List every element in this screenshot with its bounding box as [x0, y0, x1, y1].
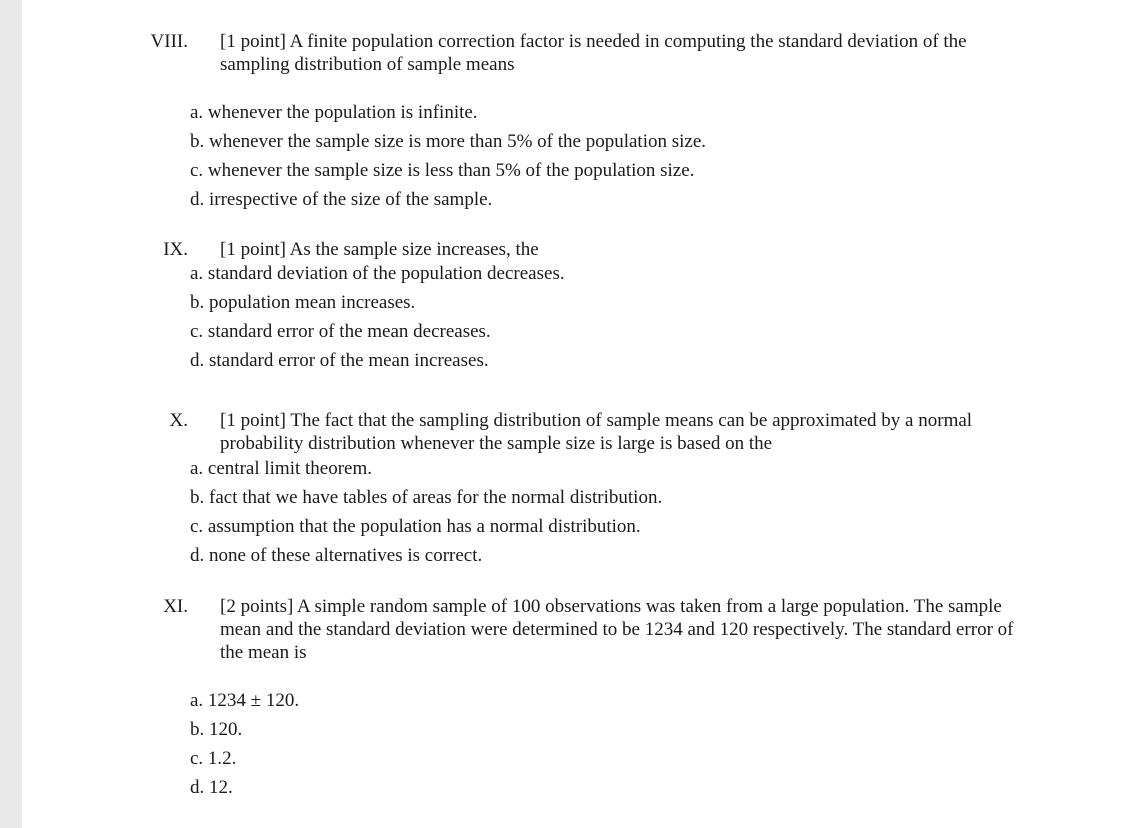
option-d: d. 12. — [190, 777, 233, 798]
option-a: a. standard deviation of the population decreases. — [190, 263, 565, 284]
answer-options — [190, 686, 299, 802]
option-a: a. central limit theorem. — [190, 458, 373, 479]
answer-options — [190, 259, 565, 375]
answer-options — [190, 454, 662, 570]
option-c: c. 1.2. — [190, 748, 237, 769]
question-text: [1 point] A finite population correction factor is needed in computing the standard deviation of the sampling distribution of sample means — [220, 31, 967, 75]
answer-options — [190, 98, 706, 214]
question-text: [1 point] As the sample size increases, the — [220, 239, 539, 260]
question-text: [1 point] The fact that the sampling distribution of sample means can be approximated by a normal probability distribution whenever the sample size is large is based on the — [220, 410, 973, 454]
option-c: c. assumption that the population has a normal distribution. — [190, 516, 641, 537]
question-number: XI. — [163, 596, 188, 617]
question-number: IX. — [163, 239, 188, 260]
option-c: c. standard error of the mean decreases. — [190, 321, 491, 342]
option-c: c. whenever the sample size is less than 5% of the population size. — [190, 160, 695, 181]
option-d: d. none of these alternatives is correct. — [190, 545, 483, 566]
option-b: b. whenever the sample size is more than 5% of the population size. — [190, 131, 707, 152]
option-d: d. irrespective of the size of the sample. — [190, 189, 493, 210]
question-text: [2 points] A simple random sample of 100 observations was taken from a large population. The sample mean and the standard deviation were determined to be 1234 and 120 respectively. The standard error of the mean is — [220, 596, 1014, 663]
option-b: b. fact that we have tables of areas for the normal distribution. — [190, 487, 663, 508]
option-b: b. 120. — [190, 719, 243, 740]
option-a: a. 1234 ± 120. — [190, 690, 300, 711]
question-number: X. — [169, 410, 188, 431]
option-a: a. whenever the population is infinite. — [190, 102, 478, 123]
document-page — [22, 0, 1125, 828]
option-b: b. population mean increases. — [190, 292, 416, 313]
question-number: VIII. — [150, 31, 188, 52]
option-d: d. standard error of the mean increases. — [190, 350, 489, 371]
